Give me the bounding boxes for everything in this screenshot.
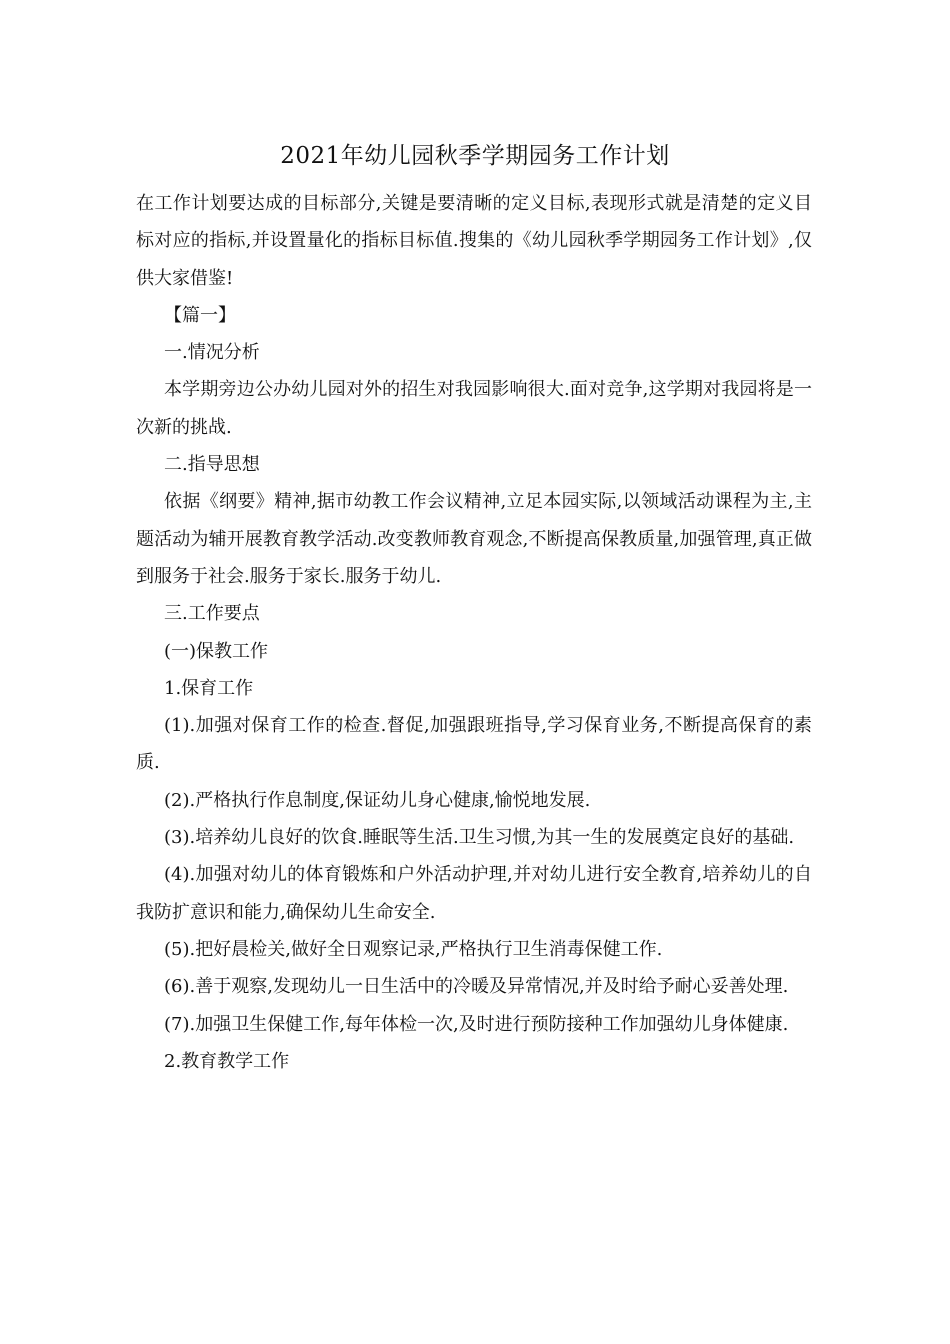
- list-item-7: (7).加强卫生保健工作,每年体检一次,及时进行预防接种工作加强幼儿身体健康.: [164, 1013, 789, 1035]
- heading-guiding-ideology: 二.指导思想: [164, 454, 260, 476]
- list-item-6: (6).善于观察,发现幼儿一日生活中的冷暖及异常情况,并及时给予耐心妥善处理.: [164, 976, 789, 998]
- subheading-care-education: (一)保教工作: [164, 640, 269, 662]
- heading-situation-analysis: 一.情况分析: [164, 342, 260, 364]
- list-item-2: (2).严格执行作息制度,保证幼儿身心健康,愉悦地发展.: [164, 789, 591, 811]
- list-item-3: (3).培养幼儿良好的饮食.睡眠等生活.卫生习惯,为其一生的发展奠定良好的基础.: [164, 827, 795, 849]
- heading-work-points: 三.工作要点: [164, 603, 260, 625]
- section-label-part-one: 【篇一】: [164, 304, 236, 326]
- subheading-teaching-work: 2.教育教学工作: [164, 1050, 290, 1072]
- paragraph-situation: 本学期旁边公办幼儿园对外的招生对我园影响很大.面对竞争,这学期对我园将是一次新的挑战.: [136, 379, 812, 438]
- list-item-4: (4).加强对幼儿的体育锻炼和户外活动护理,并对幼儿进行安全教育,培养幼儿的自我防扩意识和能力,确保幼儿生命安全.: [136, 864, 812, 923]
- document-body: [136, 185, 812, 1080]
- subheading-care-work: 1.保育工作: [164, 677, 254, 699]
- paragraph-guiding-ideology: 依据《纲要》精神,据市幼教工作会议精神,立足本园实际,以领域活动课程为主,主题活动为辅开展教育教学活动.改变教师教育观念,不断提高保教质量,加强管理,真正做到服务于社会.服务于家长.服务于幼儿.: [136, 491, 812, 587]
- document-title: 2021年幼儿园秋季学期园务工作计划: [280, 143, 670, 169]
- list-item-5: (5).把好晨检关,做好全日观察记录,严格执行卫生消毒保健工作.: [164, 938, 663, 960]
- list-item-1: (1).加强对保育工作的检查.督促,加强跟班指导,学习保育业务,不断提高保育的素质.: [136, 715, 812, 774]
- intro-paragraph: 在工作计划要达成的目标部分,关键是要清晰的定义目标,表现形式就是清楚的定义目标对应的指标,并设置量化的指标目标值.搜集的《幼儿园秋季学期园务工作计划》,仅供大家借鉴!: [136, 193, 812, 289]
